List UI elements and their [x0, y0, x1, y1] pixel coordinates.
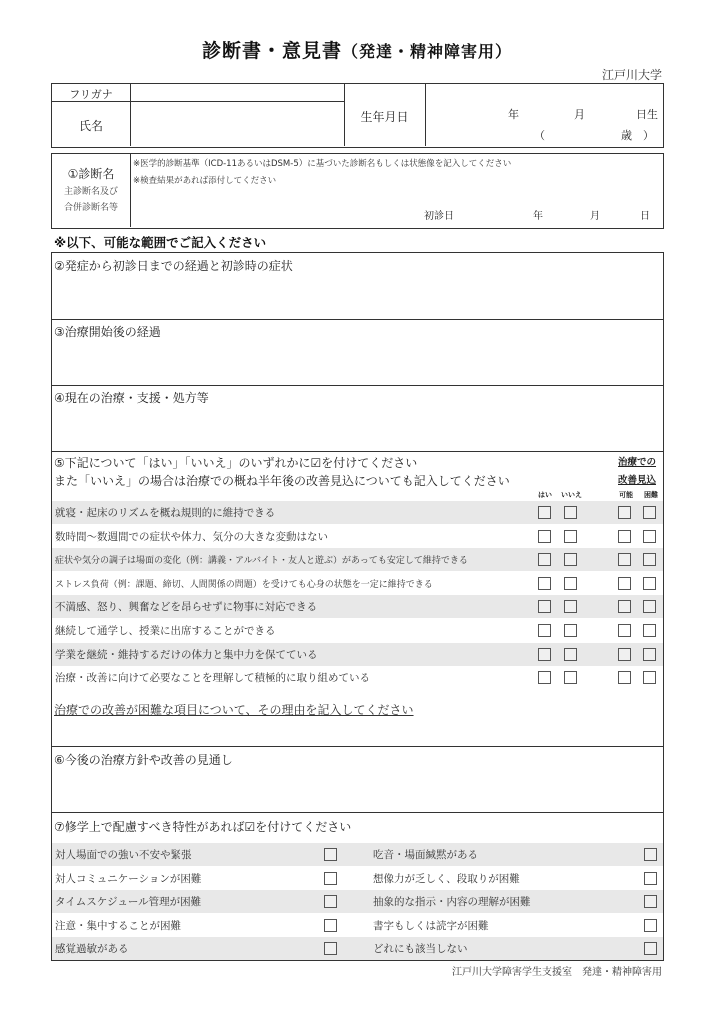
characteristic-checkbox[interactable] [324, 848, 337, 861]
section-5-line-1: ⑤下記について「はい」「いいえ」のいずれかに☑を付けてください [54, 456, 418, 470]
section-6[interactable] [52, 747, 663, 812]
assessment-label: 学業を継続・維持するだけの体力と集中力を保てている [55, 648, 318, 661]
checkbox-no[interactable] [564, 600, 577, 613]
first-visit-year-label: 年 [533, 211, 543, 222]
assessment-label: 治療・改善に向けて必要なことを理解して積極的に取り組めている [55, 672, 370, 685]
characteristic-label: タイムスケジュール管理が困難 [55, 896, 202, 909]
characteristic-label: 対人場面での強い不安や緊張 [55, 849, 192, 861]
section-7-items [52, 843, 663, 960]
col-possible-header: 可能 [619, 491, 633, 499]
instruction-text: ※以下、可能な範囲でご記入ください [54, 235, 267, 250]
checkbox-no[interactable] [564, 506, 577, 519]
checkbox-no[interactable] [564, 671, 577, 684]
dob-label: 生年月日 [360, 110, 409, 124]
col-yes-header: はい [538, 491, 552, 499]
age-open-paren: （ [534, 129, 545, 142]
checkbox-yes[interactable] [538, 506, 551, 519]
checkbox-possible[interactable] [618, 648, 631, 661]
checkbox-possible[interactable] [618, 577, 631, 590]
assessment-label: 不満感、怒り、興奮などを昂らせずに物事に対応できる [55, 601, 318, 614]
section-3-heading: ③治療開始後の経過 [54, 325, 161, 339]
characteristic-label: 吃音・場面緘黙がある [373, 849, 478, 861]
assessment-row [52, 572, 663, 595]
organization-name: 江戸川大学 [601, 68, 662, 82]
checkbox-difficult[interactable] [643, 553, 656, 566]
assessment-row [52, 666, 663, 689]
characteristic-label: どれにも該当しない [373, 943, 468, 956]
section-5 [52, 452, 663, 746]
diagnosis-note-1: ※医学的診断基準（ICD-11あるいはDSM-5）に基づいた診断名もしくは状態像を記入してください [133, 159, 512, 169]
characteristic-row [52, 843, 663, 866]
checkbox-difficult[interactable] [643, 671, 656, 684]
name-label: 氏名 [78, 119, 103, 133]
section-2[interactable] [52, 253, 663, 319]
checkbox-difficult[interactable] [643, 624, 656, 637]
characteristic-label: 対人コミュニケーションが困難 [55, 872, 202, 885]
checkbox-yes[interactable] [538, 530, 551, 543]
checkbox-possible[interactable] [618, 506, 631, 519]
characteristic-checkbox[interactable] [644, 942, 657, 955]
checkbox-possible[interactable] [618, 671, 631, 684]
assessment-row [52, 643, 663, 666]
assessment-label: 症状や気分の調子は場面の変化（例：講義・アルバイト・友人と遊ぶ）があっても安定して維持できる [55, 556, 468, 567]
checkbox-yes[interactable] [538, 624, 551, 637]
section-5-items [52, 501, 663, 689]
col-difficult-header: 困難 [644, 491, 658, 499]
checkbox-yes[interactable] [538, 671, 551, 684]
characteristic-label: 書字もしくは読字が困難 [373, 919, 489, 932]
checkbox-difficult[interactable] [643, 600, 656, 613]
checkbox-no[interactable] [564, 624, 577, 637]
section-6-heading: ⑥今後の治療方針や改善の見通し [54, 753, 233, 767]
document-title [0, 36, 714, 63]
checkbox-possible[interactable] [618, 624, 631, 637]
section-7-heading: ⑦修学上で配慮すべき特性があれば☑を付けてください [54, 820, 352, 834]
furigana-label: フリガナ [69, 88, 113, 101]
checkbox-no[interactable] [564, 530, 577, 543]
characteristic-row [52, 867, 663, 890]
checkbox-no[interactable] [564, 648, 577, 661]
characteristic-checkbox[interactable] [324, 872, 337, 885]
checkbox-yes[interactable] [538, 577, 551, 590]
dob-year-label: 年 [508, 108, 519, 121]
characteristic-checkbox[interactable] [324, 895, 337, 908]
characteristic-label: 想像力が乏しく、段取りが困難 [373, 872, 520, 885]
checkbox-yes[interactable] [538, 553, 551, 566]
checkbox-yes[interactable] [538, 600, 551, 613]
first-visit-label: 初診日 [424, 211, 454, 222]
checkbox-no[interactable] [564, 577, 577, 590]
diagnosis-sublabel-1: 主診断名及び [63, 187, 118, 197]
checkbox-possible[interactable] [618, 530, 631, 543]
section-4-heading: ④現在の治療・支援・処方等 [54, 391, 209, 405]
dob-field[interactable] [426, 84, 662, 146]
reason-prompt: 治療での改善が困難な項目について、その理由を記入してください [54, 703, 414, 717]
first-visit-day-label: 日 [640, 211, 650, 222]
section-3[interactable] [52, 320, 663, 385]
dob-month-label: 月 [574, 108, 585, 121]
assessment-row [52, 525, 663, 548]
main-form [51, 252, 664, 961]
checkbox-difficult[interactable] [643, 648, 656, 661]
diagnosis-note-2: ※検査結果があれば添付してください [133, 176, 277, 186]
characteristic-label: 抽象的な指示・内容の理解が困難 [373, 896, 531, 909]
name-field[interactable] [131, 102, 343, 146]
section-7 [52, 813, 663, 959]
assessment-row [52, 619, 663, 642]
characteristic-checkbox[interactable] [644, 872, 657, 885]
assessment-row [52, 501, 663, 524]
checkbox-difficult[interactable] [643, 530, 656, 543]
checkbox-yes[interactable] [538, 648, 551, 661]
outlook-header-2: 改善見込 [618, 475, 657, 486]
identity-section [51, 83, 664, 148]
furigana-field[interactable] [131, 84, 343, 101]
dob-day-label: 日生 [636, 108, 658, 121]
outlook-header-1: 治療での [618, 457, 657, 468]
checkbox-possible[interactable] [618, 553, 631, 566]
characteristic-checkbox[interactable] [324, 919, 337, 932]
col-no-header: いいえ [561, 491, 582, 499]
characteristic-row [52, 914, 663, 937]
footer-text: 江戸川大学障害学生支援室 発達・精神障害用 [452, 967, 662, 978]
diagnosis-sublabel-2: 合併診断名等 [63, 203, 118, 213]
diagnosis-field[interactable] [131, 154, 662, 227]
reason-field[interactable] [52, 718, 663, 746]
characteristic-checkbox[interactable] [644, 895, 657, 908]
assessment-label: ストレス負荷（例：課題、締切、人間関係の問題）を受けても心身の状態を一定に維持できる [55, 579, 433, 590]
characteristic-row [52, 937, 663, 960]
characteristic-checkbox[interactable] [644, 848, 657, 861]
title-main: 診断書・意見書 [201, 40, 342, 62]
section-4[interactable] [52, 386, 663, 451]
diagnosis-label: ①診断名 [67, 167, 115, 181]
assessment-label: 就寝・起床のリズムを概ね規則的に維持できる [55, 507, 276, 519]
assessment-row [52, 548, 663, 571]
characteristic-label: 注意・集中することが困難 [55, 919, 181, 932]
checkbox-difficult[interactable] [643, 577, 656, 590]
checkbox-possible[interactable] [618, 600, 631, 613]
section-2-heading: ②発症から初診日までの経過と初診時の症状 [54, 259, 293, 273]
checkbox-difficult[interactable] [643, 506, 656, 519]
assessment-label: 継続して通学し、授業に出席することができる [55, 625, 276, 637]
characteristic-row [52, 890, 663, 913]
first-visit-month-label: 月 [590, 211, 600, 222]
assessment-row [52, 595, 663, 618]
checkbox-no[interactable] [564, 553, 577, 566]
characteristic-label: 感覚過敏がある [55, 943, 129, 956]
characteristic-checkbox[interactable] [644, 919, 657, 932]
section-5-line-2: また「いいえ」の場合は治療での概ね半年後の改善見込についても記入してください [54, 474, 510, 488]
diagnosis-section [51, 153, 664, 229]
characteristic-checkbox[interactable] [324, 942, 337, 955]
title-sub: （発達・精神障害用） [342, 42, 513, 61]
assessment-label: 数時間〜数週間での症状や体力、気分の大きな変動はない [55, 530, 328, 543]
age-label: 歳 ） [621, 129, 654, 142]
